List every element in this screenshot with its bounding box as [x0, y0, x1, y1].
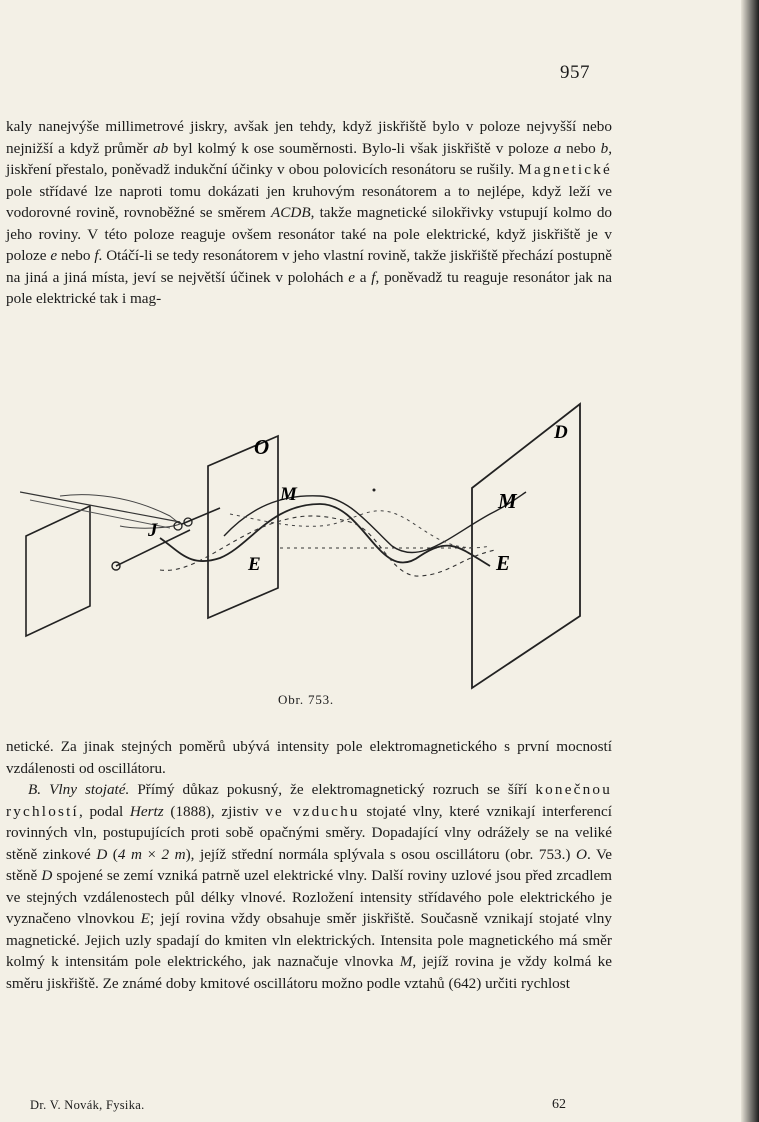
italic-run: D [96, 845, 108, 863]
text-run: ( [107, 845, 118, 863]
top-text-block [6, 116, 612, 310]
text-run: byl kolmý k ose souměrnosti. Bylo-li však jiskřiště v poloze [168, 139, 554, 157]
figure-753 [20, 396, 620, 696]
text-run: , jejíž rovina je vždy kolmá ke směru jiskřiště. Ze známé doby kmitové oscillátoru možno podle vztahů (642) určiti rychlost [6, 953, 612, 992]
label-e-right: E [496, 551, 511, 575]
italic-run: a [553, 139, 562, 157]
wave-m-dashed [230, 511, 490, 548]
italic-run: B. Vlny stojaté. [28, 781, 130, 798]
paragraph [6, 116, 612, 310]
text-run: (1888), zjistiv [163, 802, 266, 820]
paragraph [6, 779, 612, 994]
footer-sheet-number: 62 [552, 1097, 566, 1112]
italic-run: Hertz [129, 802, 164, 820]
text-run: ), jejíž střední normála splývala s osou oscillátoru (obr. 753.) [185, 845, 576, 863]
italic-run: e [50, 247, 58, 264]
italic-run: 2 m [161, 845, 186, 863]
bottom-text-block [6, 736, 612, 994]
italic-run: 4 m [117, 845, 142, 863]
left-small-plate [26, 506, 90, 636]
text-run: kaly nanejvýše millimetrové jiskry, avšak jen tehdy, když jiskřiště bylo v poloze nejvyšší nebo nejnižší a když průměr [6, 118, 612, 157]
italic-run: f [371, 268, 376, 286]
text-run: nebo [57, 247, 95, 264]
label-m-right: M [498, 489, 517, 513]
text-run: pole střídavé lze naproti tomu dokázati jen kruhovým resonátorem a to nejlépe, když leží ve vodorovné rovině, rovnoběžné se směrem [6, 182, 612, 221]
plate-o [208, 436, 278, 618]
italic-run: f [94, 247, 99, 264]
text-run: × [141, 845, 162, 863]
text-run: a [354, 268, 372, 286]
page-number: 957 [560, 62, 590, 83]
text-run: Přímý důkaz pokusný, že elektromagnetický rozruch se šíří [129, 781, 536, 798]
text-run: . Ve stěně [6, 845, 613, 884]
wave-e-solid [160, 504, 490, 566]
text-run: . Otáčí-li se tedy resonátorem v jeho vlastní rovině, takže jiskřiště přechází postupně na jiná a jiná místa, jeví se největší účinek v polohách [6, 247, 612, 286]
binding-edge [741, 0, 759, 1122]
text-run: ; její rovina vždy obsahuje směr jiskřiště. Současně vznikají stojaté vlny magnetické. Jejich uzly spadají do kmiten vln elektrických. Intensita pole magnetického má směr kolmý k intensitám pole elektrického, jak naznačuje vlnovka [6, 910, 612, 970]
text-run: stojaté vlny, které vznikají interferencí rovinných vln, postupujících proti sobě opačnými směry. Dopadající vlny odrážely se na veliké stěně zinkové [6, 802, 612, 863]
label-d: D [554, 422, 568, 443]
text-run: , podal [78, 802, 130, 820]
label-j: J [148, 520, 158, 541]
axis-dot [373, 489, 376, 492]
footer-author: Dr. V. Novák, Fysika. [30, 1098, 145, 1112]
italic-run: e [348, 268, 355, 286]
spaced-emphasis: ve vzduchu [265, 802, 360, 820]
italic-run: ACDB [270, 204, 311, 221]
text-run: , takže magnetické silokřivky vstupují kolmo do jeho roviny. V této poloze reaguje ovšem resonátor také na pole elektrické, když jiskřiště je v poloze [6, 204, 613, 264]
text-run: , poněvadž tu reaguje resonátor jak na pole elektrické tak i mag- [6, 268, 613, 307]
spaced-emphasis: Magnetické [518, 161, 612, 178]
italic-run: O [576, 845, 587, 863]
italic-run: b [600, 139, 609, 157]
text-run: netické. Za jinak stejných poměrů ubývá intensity pole elektromagnetického s první mocností vzdálenosti od oscillátoru. [6, 738, 612, 777]
italic-run: D [41, 867, 53, 884]
rod-upper [182, 508, 220, 524]
label-e-left: E [248, 554, 261, 575]
spaced-emphasis: konečnou rychlostí [6, 781, 612, 820]
plate-d [472, 404, 580, 688]
paragraph [6, 736, 612, 779]
hand-line-upper [20, 492, 180, 522]
label-o: O [254, 435, 270, 459]
label-m-left: M [280, 484, 297, 505]
text-run: spojené se zemí vzniká patrně uzel elektrické vlny. Další roviny uzlové jsou před zrcadlem ve stejných vzdálenostech půl délky vlnové. Rozložení intensity střídavého pole elektrického je vyznačeno vlnovkou [6, 867, 612, 927]
figure-caption: Obr. 753. [278, 692, 334, 707]
text-run: nebo [561, 139, 601, 157]
italic-run: E [140, 910, 150, 927]
italic-run: M [399, 953, 413, 970]
italic-run: ab [153, 139, 169, 157]
text-run: , jiskření přestalo, poněvadž indukční účinky v obou polovicích resonátoru se rušily. [6, 139, 612, 178]
